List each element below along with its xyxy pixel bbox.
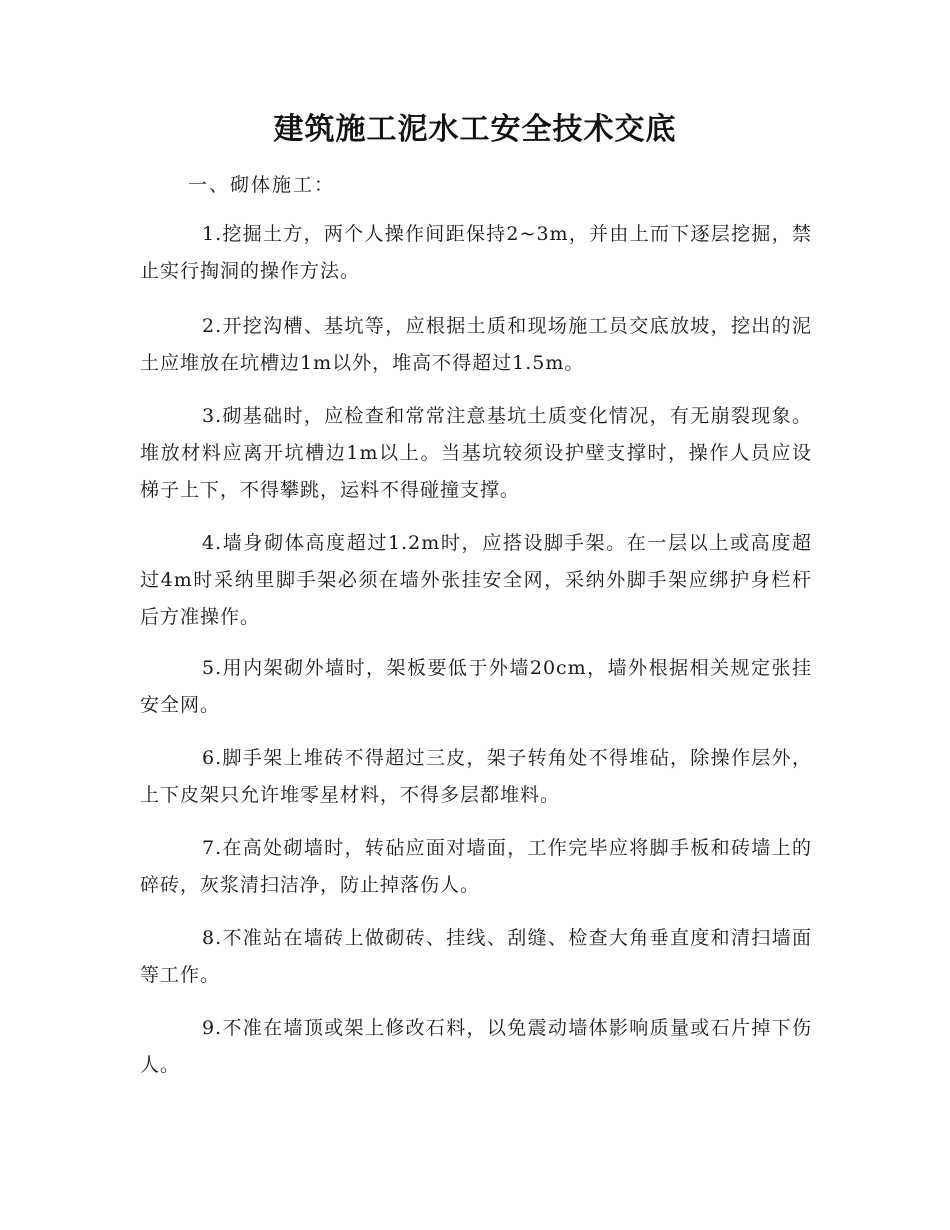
section-heading: 一、砌体施工：	[188, 174, 336, 196]
document-title: 建筑施工泥水工安全技术交底	[273, 112, 677, 147]
paragraph-1: 1.挖掘土方，两个人操作间距保持2~3m，并由上而下逐层挖掘，禁止实行掏洞的操作方法。	[140, 223, 812, 282]
paragraph-3: 3.砌基础时，应检查和常常注意基坑土质变化情况，有无崩裂现象。堆放材料应离开坑槽边1m以上。当基坑较须设护壁支撑时，操作人员应设梯子上下，不得攀跳，运料不得碰撞支撑。	[140, 405, 812, 501]
paragraph-5: 5.用内架砌外墙时，架板要低于外墙20cm，墙外根据相关规定张挂安全网。	[140, 657, 812, 716]
paragraph-4: 4.墙身砌体高度超过1.2m时，应搭设脚手架。在一层以上或高度超过4m时采纳里脚手架必须在墙外张挂安全网，采纳外脚手架应绑护身栏杆后方准操作。	[140, 532, 812, 628]
paragraph-2: 2.开挖沟槽、基坑等，应根据土质和现场施工员交底放坡，挖出的泥土应堆放在坑槽边1m以外，堆高不得超过1.5m。	[140, 315, 812, 374]
paragraph-6: 6.脚手架上堆砖不得超过三皮，架子转角处不得堆砧，除操作层外，上下皮架只允许堆零星材料，不得多层都堆料。	[140, 747, 812, 806]
paragraph-8: 8.不准站在墙砖上做砌砖、挂线、刮缝、检查大角垂直度和清扫墙面等工作。	[140, 927, 812, 986]
paragraph-9: 9.不准在墙顶或架上修改石料，以免震动墙体影响质量或石片掉下伤人。	[140, 1017, 812, 1076]
paragraph-7: 7.在高处砌墙时，转砧应面对墙面，工作完毕应将脚手板和砖墙上的碎砖，灰浆清扫洁净，防止掉落伤人。	[140, 837, 812, 896]
